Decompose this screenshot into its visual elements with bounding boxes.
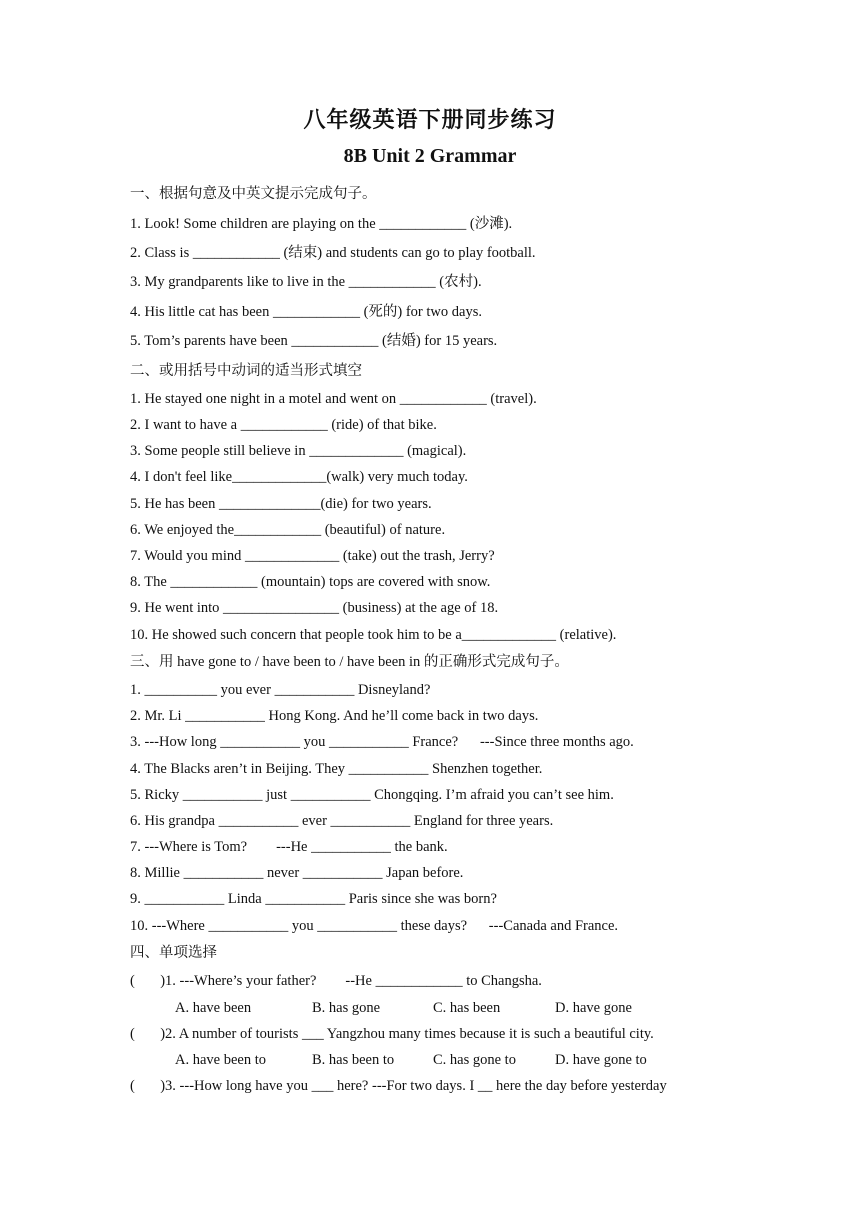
option-a: A. have been <box>175 1000 252 1016</box>
option-c: C. has gone to <box>433 1052 516 1068</box>
section-3-item: 7. ---Where is Tom? ---He ___________ the bank. <box>130 839 448 855</box>
question-stem: ( )3. ---How long have you ___ here? ---For two days. I __ here the day before yesterday <box>130 1078 667 1094</box>
section-1-item: 2. Class is ____________ (结束) and students can go to play football. <box>130 245 536 261</box>
section-3-item: 9. ___________ Linda ___________ Paris since she was born? <box>130 891 497 907</box>
option-c: C. has been <box>433 1000 501 1016</box>
section-1-item: 5. Tom’s parents have been ____________ (结婚) for 15 years. <box>130 333 498 349</box>
option-b: B. has gone <box>312 1000 381 1016</box>
section-3-item: 8. Millie ___________ never ___________ Japan before. <box>130 865 464 881</box>
section-1-item: 3. My grandparents like to live in the ____________ (农村). <box>130 274 482 290</box>
section-1-heading: 一、根据句意及中英文提示完成句子。 <box>130 186 377 202</box>
option-d: D. have gone to <box>555 1052 647 1068</box>
question-stem: ( )2. A number of tourists ___ Yangzhou many times because it is such a beautiful city. <box>130 1026 654 1042</box>
section-2-heading: 二、或用括号中动词的适当形式填空 <box>130 363 362 379</box>
section-2-item: 9. He went into ________________ (business) at the age of 18. <box>130 600 499 616</box>
option-b: B. has been to <box>312 1052 395 1068</box>
page-subtitle: 8B Unit 2 Grammar <box>343 145 517 167</box>
section-4-heading: 四、单项选择 <box>130 945 217 961</box>
section-3-item: 5. Ricky ___________ just ___________ Chongqing. I’m afraid you can’t see him. <box>130 787 614 803</box>
section-2-item: 7. Would you mind _____________ (take) out the trash, Jerry? <box>130 548 495 564</box>
section-3-item: 4. The Blacks aren’t in Beijing. They ___________ Shenzhen together. <box>130 761 543 777</box>
section-2-item: 6. We enjoyed the____________ (beautiful) of nature. <box>130 522 446 538</box>
section-2-item: 8. The ____________ (mountain) tops are covered with snow. <box>130 574 491 590</box>
section-3-item: 2. Mr. Li ___________ Hong Kong. And he’ll come back in two days. <box>130 708 539 724</box>
question-stem: ( )1. ---Where’s your father? --He ____________ to Changsha. <box>130 973 542 989</box>
section-3-item: 3. ---How long ___________ you ___________ France? ---Since three months ago. <box>130 734 634 750</box>
option-a: A. have been to <box>175 1052 266 1068</box>
section-3-item: 6. His grandpa ___________ ever ___________ England for three years. <box>130 813 554 829</box>
page-title: 八年级英语下册同步练习 <box>303 107 557 132</box>
section-3-item: 10. ---Where ___________ you ___________ these days? ---Canada and France. <box>130 918 619 934</box>
section-1-item: 1. Look! Some children are playing on the ____________ (沙滩). <box>130 216 513 232</box>
section-3-heading: 三、用 have gone to / have been to / have been in 的正确形式完成句子。 <box>130 654 569 670</box>
option-d: D. have gone <box>555 1000 632 1016</box>
section-2-item: 3. Some people still believe in _____________ (magical). <box>130 443 467 459</box>
section-2-item: 2. I want to have a ____________ (ride) of that bike. <box>130 417 437 433</box>
section-1-item: 4. His little cat has been ____________ (死的) for two days. <box>130 304 482 320</box>
section-2-item: 5. He has been ______________(die) for two years. <box>130 496 432 512</box>
section-2-item: 1. He stayed one night in a motel and went on ____________ (travel). <box>130 391 537 407</box>
section-2-item: 4. I don't feel like_____________(walk) very much today. <box>130 469 468 485</box>
section-3-item: 1. __________ you ever ___________ Disneyland? <box>130 682 431 698</box>
section-2-item: 10. He showed such concern that people took him to be a_____________ (relative). <box>130 627 617 643</box>
